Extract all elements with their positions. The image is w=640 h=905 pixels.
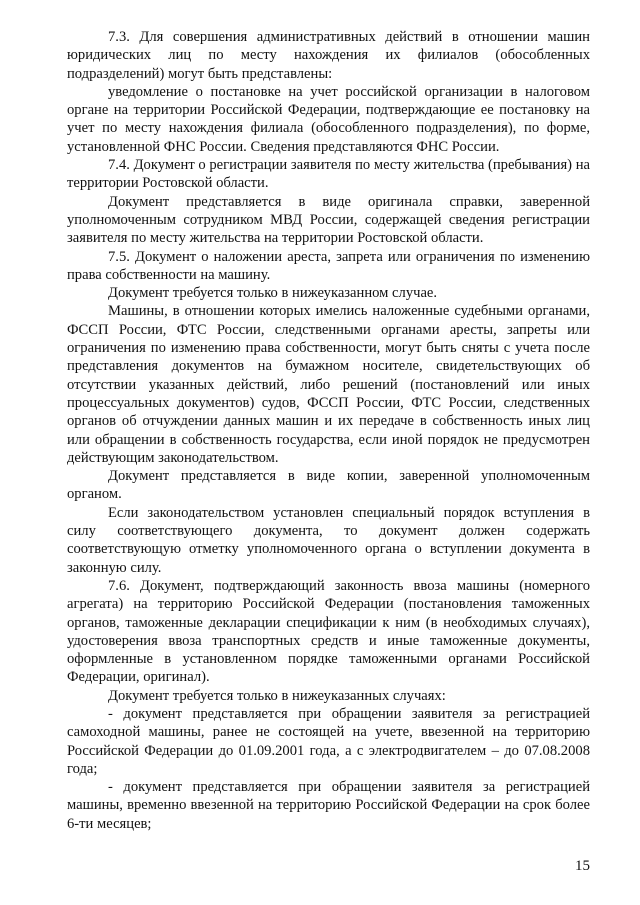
body-text <box>67 28 590 833</box>
paragraph-7-6: 7.6. Документ, подтверждающий законность ввоза машины (номерного агрегата) на территорию Российской Федерации (постановления таможенных органов, таможенные декларации спецификации к ним (в необходимых случаях), удостоверения ввоза транспортных средств и иные таможенные документы, оформленные в установленном порядке таможенными органами Российской Федерации, оригинал). <box>67 577 590 686</box>
paragraph-required-case: Документ требуется только в нижеуказанном случае. <box>108 285 438 302</box>
paragraph-7-3: 7.3. Для совершения административных действий в отношении машин юридических лиц по месту нахождения их филиалов (обособленных подразделений) могут быть представлены: <box>67 29 590 82</box>
paragraph-registration-certificate: Документ представляется в виде оригинала справки, заверенной уполномоченным сотрудником МВД России, содержащей сведения регистрации заявителя по месту жительства на территории Ростовской области. <box>67 193 590 247</box>
page-number: 15 <box>575 858 590 874</box>
paragraph-arrest-removal: Машины, в отношении которых имелись наложенные судебными органами, ФССП России, ФТС России, следственными органами аресты, запреты или ограничения по изменению права собственности, могут быть сняты с учета после представления документов на бумажном носителе, свидетельствующих об отсутствии указанных действий, либо решений (постановлений или иных процессуальных документов) судов, ФССП России, ФТС России, следственных органов об отчуждении данных машин и их передаче в собственность иных лиц или обращении в собственность государства, если иной порядок не предусмотрен действующим законодательством. <box>67 303 590 466</box>
paragraph-entry-into-force: Если законодательством установлен специальный порядок вступления в силу соответствующего документа, то документ должен содержать соответствующую отметку уполномоченного органа о вступлении документа в законную силу. <box>67 504 590 576</box>
paragraph-notification: уведомление о постановке на учет российской организации в налоговом органе на территории Российской Федерации, подтверждающие ее постановку на учет по месту нахождения филиала (обособленного подразделения), по форме, установленной ФНС России. Сведения представляются ФНС России. <box>67 83 590 155</box>
paragraph-copy-form: Документ представляется в виде копии, заверенной уполномоченным органом. <box>67 468 590 503</box>
list-item-temporary-import: - документ представляется при обращении заявителя за регистрацией машины, временно ввезенной на территорию Российской Федерации на срок более 6-ти месяцев; <box>67 779 590 832</box>
list-item-self-propelled-machine: - документ представляется при обращении заявителя за регистрацией самоходной машины, ранее не состоящей на учете, ввезенной на территорию Российской Федерации до 01.09.2001 года, а с электродвигателем – до 07.08.2008 года; <box>67 705 590 777</box>
paragraph-required-cases: Документ требуется только в нижеуказанных случаях: <box>108 687 446 704</box>
paragraph-7-5: 7.5. Документ о наложении ареста, запрета или ограничения по изменению права собственности на машину. <box>67 248 590 283</box>
paragraph-7-4: 7.4. Документ о регистрации заявителя по месту жительства (пребывания) на территории Ростовской области. <box>67 157 590 192</box>
